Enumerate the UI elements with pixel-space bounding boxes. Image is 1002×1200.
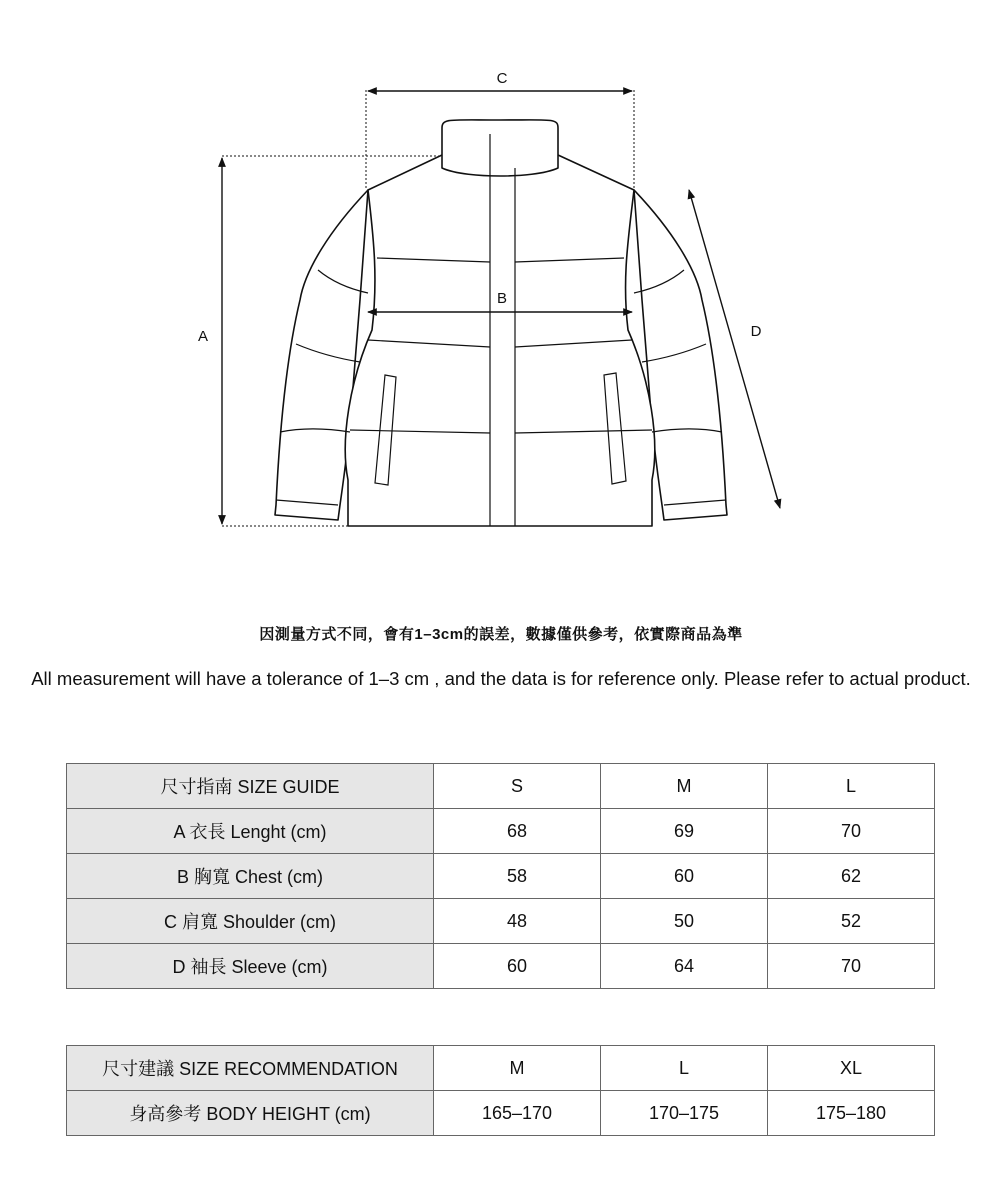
jacket-outline bbox=[275, 120, 727, 526]
table-cell: 48 bbox=[434, 899, 601, 944]
table-cell: 69 bbox=[601, 809, 768, 854]
table-row-shoulder bbox=[67, 899, 935, 944]
label-a: A bbox=[197, 328, 209, 345]
tolerance-note-chinese: 因測量方式不同，會有1–3cm的誤差，數據僅供參考，依實際商品為準 bbox=[259, 626, 743, 643]
size-l-header: L bbox=[601, 1046, 768, 1091]
table-row-length bbox=[67, 809, 935, 854]
collar bbox=[442, 120, 558, 176]
label-d: D bbox=[750, 323, 762, 340]
table-cell: 70 bbox=[768, 809, 935, 854]
size-guide-table bbox=[66, 763, 935, 989]
size-recommendation-title: 尺寸建議 SIZE RECOMMENDATION bbox=[67, 1046, 434, 1091]
table-row-sleeve bbox=[67, 944, 935, 989]
table-cell: 62 bbox=[768, 854, 935, 899]
table-cell: 52 bbox=[768, 899, 935, 944]
table-cell: 175–180 bbox=[768, 1091, 935, 1136]
size-l-header: L bbox=[768, 764, 935, 809]
table-cell: 68 bbox=[434, 809, 601, 854]
table-cell: 50 bbox=[601, 899, 768, 944]
table-header-row bbox=[67, 764, 935, 809]
table-cell: 60 bbox=[434, 944, 601, 989]
tolerance-note-english: All measurement will have a tolerance of 1–3 cm , and the data is for reference only. Please refer to actual product. bbox=[31, 668, 971, 689]
table-cell: 64 bbox=[601, 944, 768, 989]
row-label: B 胸寬 Chest (cm) bbox=[67, 854, 434, 899]
label-b: B bbox=[496, 290, 508, 307]
size-recommendation-table bbox=[66, 1045, 935, 1136]
size-xl-header: XL bbox=[768, 1046, 935, 1091]
row-label: D 袖長 Sleeve (cm) bbox=[67, 944, 434, 989]
table-row-body-height bbox=[67, 1091, 935, 1136]
table-row-chest bbox=[67, 854, 935, 899]
size-guide-title: 尺寸指南 SIZE GUIDE bbox=[67, 764, 434, 809]
size-m-header: M bbox=[434, 1046, 601, 1091]
table-cell: 170–175 bbox=[601, 1091, 768, 1136]
row-label: C 肩寬 Shoulder (cm) bbox=[67, 899, 434, 944]
row-label: 身高參考 BODY HEIGHT (cm) bbox=[67, 1091, 434, 1136]
jacket-body bbox=[345, 155, 654, 526]
table-cell: 60 bbox=[601, 854, 768, 899]
label-c: C bbox=[496, 70, 508, 87]
table-cell: 70 bbox=[768, 944, 935, 989]
size-m-header: M bbox=[601, 764, 768, 809]
row-label: A 衣長 Lenght (cm) bbox=[67, 809, 434, 854]
table-cell: 58 bbox=[434, 854, 601, 899]
table-header-row bbox=[67, 1046, 935, 1091]
size-s-header: S bbox=[434, 764, 601, 809]
jacket-measurement-diagram bbox=[0, 0, 1002, 560]
table-cell: 165–170 bbox=[434, 1091, 601, 1136]
